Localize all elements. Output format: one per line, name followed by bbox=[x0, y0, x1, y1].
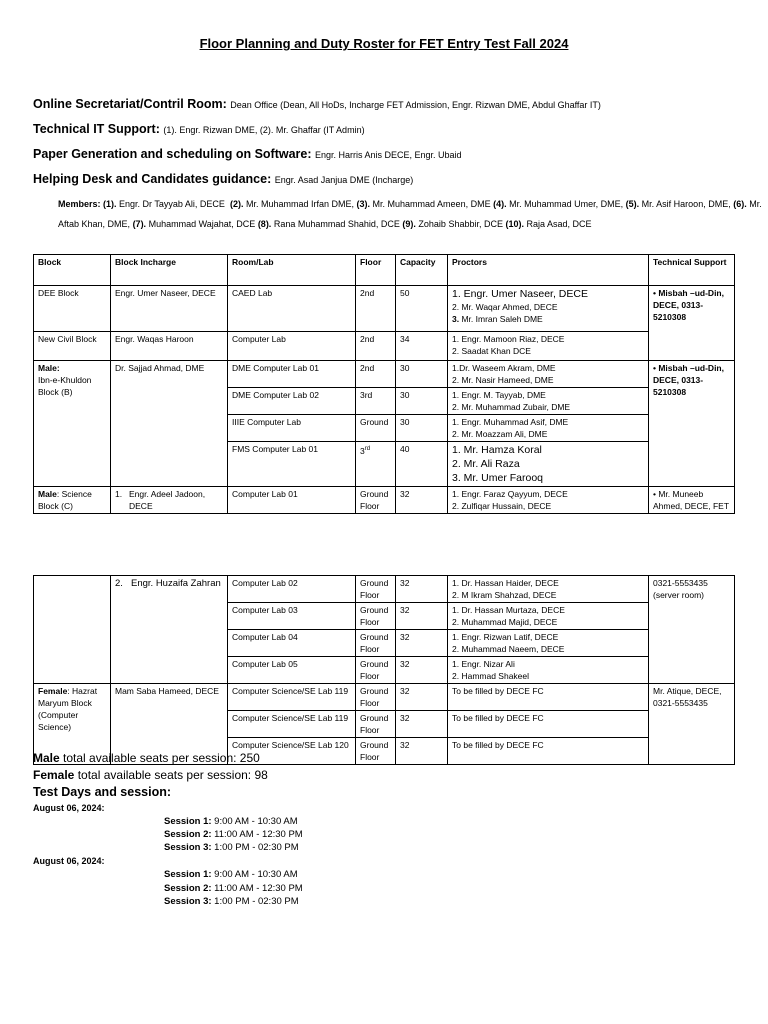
member-name: Muhammad Wajahat, DCE bbox=[148, 219, 256, 229]
room-cell: DME Computer Lab 02 bbox=[228, 388, 356, 415]
floor-cell: 2nd bbox=[356, 286, 396, 332]
technical-support-cell: • Mr. Muneeb Ahmed, DECE, FET bbox=[649, 487, 735, 514]
proctors-cell bbox=[448, 388, 649, 415]
member-num: (10). bbox=[505, 219, 524, 229]
proctor-name: 2. Muhammad Naeem, DECE bbox=[452, 644, 565, 654]
room-cell: CAED Lab bbox=[228, 286, 356, 332]
floor-cell: Ground bbox=[356, 415, 396, 442]
block-incharge-cell: Engr. Umer Naseer, DECE bbox=[111, 286, 228, 332]
female-seats-summary bbox=[33, 768, 268, 782]
room-cell: Computer Science/SE Lab 119 bbox=[228, 711, 356, 738]
proctor-name: 2. Muhammad Majid, DECE bbox=[452, 617, 558, 627]
proctor-name: 2. Hammad Shakeel bbox=[452, 671, 530, 681]
member-num: (7). bbox=[132, 219, 147, 229]
summary-label: Female bbox=[33, 768, 75, 782]
proctors-cell bbox=[448, 576, 649, 603]
member-name: Mr. Aftab Khan, DME, bbox=[58, 199, 762, 229]
proctors-cell bbox=[448, 442, 649, 487]
header-floor: Floor bbox=[356, 255, 396, 286]
capacity-cell: 50 bbox=[396, 286, 448, 332]
capacity-cell: 40 bbox=[396, 442, 448, 487]
member-name: Zohaib Shabbir, DCE bbox=[418, 219, 503, 229]
info-line-it-support bbox=[33, 122, 365, 136]
header-technical-support: Technical Support bbox=[649, 255, 735, 286]
info-label: Online Secretariat/Contril Room: bbox=[33, 97, 227, 111]
proctor-name: 1.Dr. Waseem Akram, DME bbox=[452, 363, 556, 373]
block-cell bbox=[34, 361, 111, 487]
floor-suffix: rd bbox=[364, 446, 371, 452]
proctor-name: 1. Engr. Rizwan Latif, DECE bbox=[452, 632, 559, 642]
session-time: 9:00 AM - 10:30 AM bbox=[214, 816, 298, 827]
summary-label: Male bbox=[33, 751, 60, 765]
technical-support-cell: • Misbah –ud-Din, DECE, 0313-5210308 bbox=[649, 286, 735, 361]
session-time: 11:00 AM - 12:30 PM bbox=[214, 883, 303, 894]
incharge-num: 1. bbox=[115, 489, 123, 499]
block-name: : Hazrat Maryum Block (Computer Science) bbox=[38, 686, 98, 732]
capacity-cell: 32 bbox=[396, 738, 448, 765]
header-block: Block bbox=[34, 255, 111, 286]
info-line-paper-generation bbox=[33, 147, 462, 161]
block-gender-label: Male: bbox=[38, 363, 60, 373]
capacity-cell: 30 bbox=[396, 361, 448, 388]
room-cell: Computer Lab 02 bbox=[228, 576, 356, 603]
member-num: (5). bbox=[625, 199, 640, 209]
floor-cell: 2nd bbox=[356, 361, 396, 388]
proctor-line bbox=[452, 313, 644, 325]
members-list bbox=[58, 194, 768, 234]
tech-contact: Misbah –ud-Din, DECE, 0313-5210308 bbox=[653, 363, 724, 397]
header-block-incharge: Block Incharge bbox=[111, 255, 228, 286]
capacity-cell: 32 bbox=[396, 711, 448, 738]
member-num: (8). bbox=[257, 219, 272, 229]
room-cell: Computer Science/SE Lab 120 bbox=[228, 738, 356, 765]
floor-cell: Ground Floor bbox=[356, 657, 396, 684]
block-incharge-cell: Engr. Waqas Haroon bbox=[111, 332, 228, 361]
proctor-name: 1. Engr. Nizar Ali bbox=[452, 659, 515, 669]
proctors-cell bbox=[448, 603, 649, 630]
room-cell: DME Computer Lab 01 bbox=[228, 361, 356, 388]
member-num: (1). bbox=[103, 199, 117, 209]
session-label: Session 1: bbox=[164, 869, 212, 880]
proctor-name: 2. M Ikram Shahzad, DECE bbox=[452, 590, 557, 600]
capacity-cell: 32 bbox=[396, 576, 448, 603]
proctor-name: 1. Engr. Muhammad Asif, DME bbox=[452, 417, 569, 427]
proctors-cell bbox=[448, 361, 649, 388]
member-name: Mr. Asif Haroon, DME, bbox=[641, 199, 731, 209]
header-capacity: Capacity bbox=[396, 255, 448, 286]
floor-cell: Ground Floor bbox=[356, 487, 396, 514]
page-title: Floor Planning and Duty Roster for FET Entry Test Fall 2024 bbox=[199, 36, 569, 51]
floor-cell: Ground Floor bbox=[356, 684, 396, 711]
info-label: Helping Desk and Candidates guidance: bbox=[33, 172, 272, 186]
technical-support-cell: • Misbah –ud-Din, DECE, 0313-5210308 bbox=[649, 361, 735, 487]
proctor-name: 1. Dr. Hassan Haider, DECE bbox=[452, 578, 559, 588]
tech-contact: Mr. Muneeb Ahmed, DECE, FET bbox=[653, 489, 730, 511]
proctor-name: 2. Mr. Nasir Hameed, DME bbox=[452, 375, 554, 385]
session-line bbox=[164, 869, 298, 880]
member-num: (3). bbox=[356, 199, 371, 209]
floor-cell: Ground Floor bbox=[356, 576, 396, 603]
technical-support-cell: Mr. Atique, DECE, 0321-5553435 bbox=[649, 684, 735, 765]
member-num: (6). bbox=[733, 199, 747, 209]
member-name: Mr. Muhammad Ameen, DME bbox=[372, 199, 491, 209]
proctors-cell: To be filled by DECE FC bbox=[448, 711, 649, 738]
proctor-name: 2. Mr. Moazzam Ali, DME bbox=[452, 429, 548, 439]
members-label: Members: bbox=[58, 199, 101, 209]
proctor-name: 2. Mr. Muhammad Zubair, DME bbox=[452, 402, 571, 412]
capacity-cell: 30 bbox=[396, 388, 448, 415]
member-num: (9). bbox=[402, 219, 416, 229]
block-cell bbox=[34, 576, 111, 684]
block-incharge-cell: Dr. Sajjad Ahmad, DME bbox=[111, 361, 228, 487]
capacity-cell: 32 bbox=[396, 487, 448, 514]
room-cell: Computer Lab 03 bbox=[228, 603, 356, 630]
proctor-name: 1. Engr. M. Tayyab, DME bbox=[452, 390, 546, 400]
block-cell: DEE Block bbox=[34, 286, 111, 332]
session-line bbox=[164, 842, 299, 853]
male-seats-summary bbox=[33, 751, 260, 765]
info-line-secretariat bbox=[33, 97, 601, 111]
block-cell bbox=[34, 487, 111, 514]
capacity-cell: 30 bbox=[396, 415, 448, 442]
table-row bbox=[34, 361, 735, 388]
floor-cell: Ground Floor bbox=[356, 738, 396, 765]
table-row bbox=[34, 286, 735, 332]
session-label: Session 1: bbox=[164, 816, 212, 827]
block-gender-label: Male bbox=[38, 489, 57, 499]
member-num: (2). bbox=[229, 199, 244, 209]
table-row bbox=[34, 332, 735, 361]
proctor-name: 1. Mr. Hamza Koral bbox=[452, 444, 542, 456]
proctor-name: 1. Engr. Umer Naseer, DECE bbox=[452, 288, 588, 300]
session-label: Session 3: bbox=[164, 842, 212, 853]
proctor-name: 1. Engr. Faraz Qayyum, DECE bbox=[452, 489, 568, 499]
session-time: 1:00 PM - 02:30 PM bbox=[214, 842, 299, 853]
proctors-cell: To be filled by DECE FC bbox=[448, 684, 649, 711]
capacity-cell: 32 bbox=[396, 603, 448, 630]
session-label: Session 2: bbox=[164, 829, 212, 840]
technical-support-cell: 0321-5553435 (server room) bbox=[649, 576, 735, 684]
test-date: August 06, 2024: bbox=[33, 856, 105, 866]
info-line-helping-desk bbox=[33, 172, 413, 186]
proctor-name: 2. Saadat Khan DCE bbox=[452, 346, 531, 356]
session-time: 9:00 AM - 10:30 AM bbox=[214, 869, 298, 880]
proctors-cell: To be filled by DECE FC bbox=[448, 738, 649, 765]
summary-text: total available seats per session: 98 bbox=[77, 768, 268, 782]
capacity-cell: 32 bbox=[396, 684, 448, 711]
proctor-name: 2. Mr. Ali Raza bbox=[452, 458, 520, 470]
header-proctors: Proctors bbox=[448, 255, 649, 286]
incharge-name: Engr. Huzaifa Zahran bbox=[131, 578, 221, 589]
block-cell: New Civil Block bbox=[34, 332, 111, 361]
capacity-cell: 32 bbox=[396, 630, 448, 657]
block-incharge-cell bbox=[111, 576, 228, 684]
proctor-num: 3. bbox=[452, 314, 460, 324]
table-header-row bbox=[34, 255, 735, 286]
capacity-cell: 34 bbox=[396, 332, 448, 361]
floor-number: 3 bbox=[360, 445, 365, 456]
member-name: Rana Muhammad Shahid, DCE bbox=[273, 219, 400, 229]
member-num: (4). bbox=[493, 199, 507, 209]
table-row bbox=[34, 576, 735, 603]
block-incharge-cell: Mam Saba Hameed, DECE bbox=[111, 684, 228, 765]
session-time: 1:00 PM - 02:30 PM bbox=[214, 896, 299, 907]
proctor-name: 2. Mr. Waqar Ahmed, DECE bbox=[452, 302, 558, 312]
test-date: August 06, 2024: bbox=[33, 803, 105, 813]
proctors-cell bbox=[448, 286, 649, 332]
info-label: Paper Generation and scheduling on Software: bbox=[33, 147, 312, 161]
proctor-name: 1. Dr. Hassan Murtaza, DECE bbox=[452, 605, 565, 615]
proctor-name: 3. Mr. Umer Farooq bbox=[452, 472, 544, 484]
room-cell: Computer Lab 05 bbox=[228, 657, 356, 684]
session-line bbox=[164, 816, 298, 827]
proctor-name: 2. Zulfiqar Hussain, DECE bbox=[452, 501, 552, 511]
member-name: Mr. Muhammad Irfan DME, bbox=[245, 199, 354, 209]
table-row bbox=[34, 487, 735, 514]
proctor-name: 1. Engr. Mamoon Riaz, DECE bbox=[452, 334, 565, 344]
floor-cell: Ground Floor bbox=[356, 711, 396, 738]
table-row bbox=[34, 684, 735, 711]
block-gender-label: Female bbox=[38, 686, 68, 696]
room-cell: FMS Computer Lab 01 bbox=[228, 442, 356, 487]
duty-roster-table-part1 bbox=[33, 254, 735, 514]
summary-text: total available seats per session: 250 bbox=[63, 751, 260, 765]
floor-cell: Ground Floor bbox=[356, 603, 396, 630]
proctor-name: Mr. Imran Saleh DME bbox=[461, 314, 543, 324]
incharge-name: Engr. Adeel Jadoon, DECE bbox=[129, 489, 206, 511]
info-label: Technical IT Support: bbox=[33, 122, 160, 136]
floor-cell: Ground Floor bbox=[356, 630, 396, 657]
capacity-cell: 32 bbox=[396, 657, 448, 684]
room-cell: Computer Science/SE Lab 119 bbox=[228, 684, 356, 711]
floor-cell: 3rd bbox=[356, 388, 396, 415]
session-line bbox=[164, 883, 303, 894]
room-cell: Computer Lab 01 bbox=[228, 487, 356, 514]
proctors-cell bbox=[448, 415, 649, 442]
duty-roster-table-part2 bbox=[33, 575, 735, 765]
block-incharge-cell bbox=[111, 487, 228, 514]
proctors-cell bbox=[448, 487, 649, 514]
member-name: Raja Asad, DCE bbox=[526, 219, 592, 229]
room-cell: Computer Lab 04 bbox=[228, 630, 356, 657]
room-cell: IIIE Computer Lab bbox=[228, 415, 356, 442]
info-value: Dean Office (Dean, All HoDs, Incharge FET Admission, Engr. Rizwan DME, Abdul Ghaffar IT) bbox=[230, 100, 601, 110]
incharge-num: 2. bbox=[115, 578, 123, 589]
info-value: Engr. Harris Anis DECE, Engr. Ubaid bbox=[315, 150, 462, 160]
test-days-heading: Test Days and session: bbox=[33, 785, 172, 799]
session-line bbox=[164, 896, 299, 907]
proctors-cell bbox=[448, 332, 649, 361]
session-time: 11:00 AM - 12:30 PM bbox=[214, 829, 303, 840]
session-label: Session 2: bbox=[164, 883, 212, 894]
block-name: Ibn-e-Khuldon Block (B) bbox=[38, 375, 92, 397]
info-value: Engr. Asad Janjua DME (Incharge) bbox=[274, 175, 414, 185]
session-line bbox=[164, 829, 303, 840]
room-cell: Computer Lab bbox=[228, 332, 356, 361]
floor-cell bbox=[356, 442, 396, 487]
info-value: (1). Engr. Rizwan DME, (2). Mr. Ghaffar (IT Admin) bbox=[163, 125, 365, 135]
header-room-lab: Room/Lab bbox=[228, 255, 356, 286]
floor-cell: 2nd bbox=[356, 332, 396, 361]
member-name: Mr. Muhammad Umer, DME, bbox=[509, 199, 624, 209]
block-name: : Science Block (C) bbox=[38, 489, 92, 511]
proctors-cell bbox=[448, 657, 649, 684]
session-label: Session 3: bbox=[164, 896, 212, 907]
member-name: Engr. Dr Tayyab Ali, DECE bbox=[119, 199, 225, 209]
proctors-cell bbox=[448, 630, 649, 657]
tech-contact: Misbah –ud-Din, DECE, 0313-5210308 bbox=[653, 288, 724, 322]
